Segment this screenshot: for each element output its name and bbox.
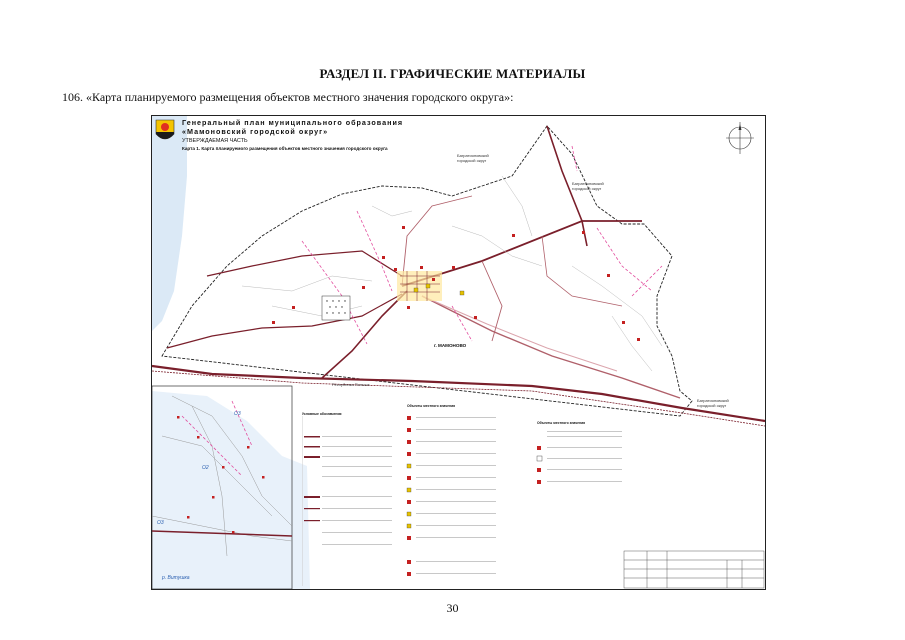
border-label: Республика Польша [332,382,370,387]
inset-label-o3: О3 [157,520,164,526]
inset-label-o1: О3 [234,411,241,417]
section-heading: РАЗДЕЛ II. ГРАФИЧЕСКИЕ МАТЕРИАЛЫ [319,66,586,81]
legend-col3 [537,431,622,484]
legend-col1 [302,416,392,586]
map-drawing [152,116,765,589]
state-border [152,366,765,421]
region-label-top: Багратионовский городской округ [457,153,489,163]
map-subtitle: УТВЕРЖДАЕМАЯ ЧАСТЬ [182,138,248,144]
legend-title-col2: Объекты местного значения [407,404,456,408]
inset-water [152,391,310,589]
river-label: р. Витушка [162,575,190,581]
pink-planned-lines [302,146,662,344]
page-number: 30 [446,601,459,615]
region-label-bottom: Багратионовский городской округ [697,398,729,408]
legend-col2 [407,416,496,576]
north-arrow-icon [726,122,754,154]
title-block-stamp [624,551,764,588]
hatched-zone [322,296,350,320]
map-caption: 106. «Карта планируемого размещения объектов местного значения городского округа»: [62,90,514,104]
town-core [397,271,442,301]
map-name: Карта 1. Карта планируемого размещения объектов местного значения городского округа [182,146,388,151]
map-title-line2: «Мамоновский городской округ» [182,127,329,136]
inset-label-o2: О2 [202,465,209,471]
legend-title-col1: Условные обозначения [302,412,342,416]
map-title-line1: Генеральный план муниципального образования [182,118,404,127]
emblem-icon [154,118,176,144]
legend-title-col3: Объекты местного значения [537,421,586,425]
town-label: г. МАМОНОВО [434,343,467,348]
region-label-right: Багратионовский городской округ [572,181,604,191]
map-figure [151,115,766,590]
coastal-road [207,251,402,276]
